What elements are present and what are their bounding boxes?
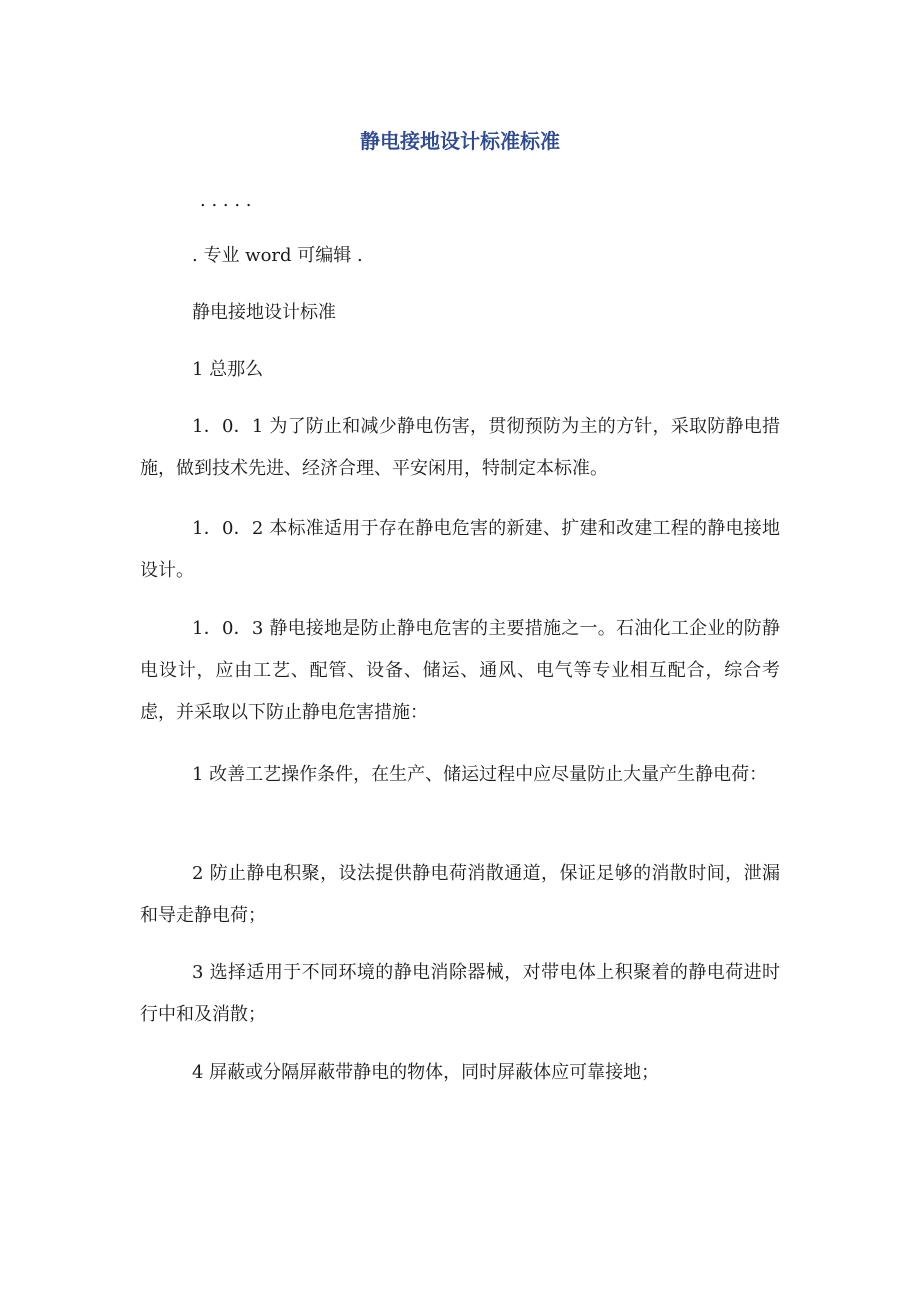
measure-item-4: 4 屏蔽或分隔屏蔽带静电的物体，同时屏蔽体应可靠接地； [192,1062,660,1083]
measure-item-3: 3 选择适用于不同环境的静电消除器械，对带电体上积聚着的静电荷进时行中和及消散； [140,962,780,1025]
paragraph-1-0-2: 1．0．2 本标准适用于存在静电危害的新建、扩建和改建工程的静电接地设计。 [140,518,780,581]
decorative-dots: . . . . . [200,190,252,211]
watermark-line: . 专业 word 可编辑 . [192,245,363,266]
section-heading: 1 总那么 [192,359,264,380]
paragraph-1-0-3: 1．0．3 静电接地是防止静电危害的主要措施之一。石油化工企业的防静电设计，应由工艺、配管、设备、储运、通风、电气等专业相互配合，综合考虑，并采取以下防止静电危害措施： [140,618,780,723]
paragraph-1-0-1: 1．0．1 为了防止和减少静电伤害，贯彻预防为主的方针，采取防静电措施，做到技术先进、经济合理、平安闲用，特制定本标准。 [140,416,780,479]
measure-item-1: 1 改善工艺操作条件，在生产、储运过程中应尽量防止大量产生静电荷： [192,764,768,785]
measure-item-2: 2 防止静电积聚，设法提供静电荷消散通道，保证足够的消散时间，泄漏和导走静电荷； [140,863,780,926]
document-title: 静电接地设计标准标准 [360,129,560,153]
standard-heading: 静电接地设计标准 [192,302,336,323]
